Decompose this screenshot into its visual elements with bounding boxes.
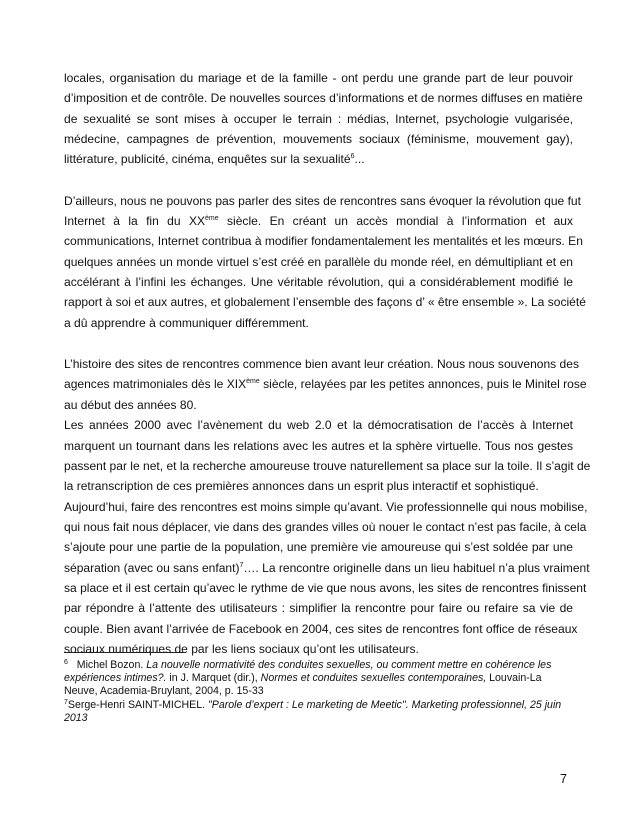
- text-line: par répondre à l’attente des utilisateurs : simplifier la rencontre pour faire ou refaire sa vie de: [64, 601, 573, 616]
- text-line: sa place et il est certain qu’avec le rythme de vie que nous avons, les sites de rencontres finissent: [64, 580, 587, 595]
- footnote-6-cont: expériences intimes?. in J. Marquet (dir.), Normes et conduites sexuelles contemporaines, Louvain-La: [64, 672, 542, 685]
- paragraph: [64, 497, 590, 660]
- text-line: Les années 2000 avec l’avènement du web 2.0 et la démocratisation de l’accès à Internet: [64, 418, 573, 433]
- text-line: passent par le net, et la recherche amoureuse trouve naturellement sa place sur la toile. Il s’agit de: [64, 458, 591, 473]
- text-line: quelques années un monde virtuel s’est créé en parallèle du monde réel, en démultipliant et en: [64, 254, 573, 269]
- footnote-6-cont: Neuve, Academia-Bruylant, 2004, p. 15-33: [64, 685, 264, 698]
- text-line: accélérant à l’infini les échanges. Une véritable révolution, qui a considérablement modifié le: [64, 275, 573, 290]
- text-line: médecine, campagnes de prévention, mouvements sociaux (féminisme, mouvement gay),: [64, 132, 573, 147]
- text-line: communications, Internet contribua à modifier fondamentalement les mentalités et les mœurs. En: [64, 234, 583, 249]
- superscript: ème: [205, 215, 219, 223]
- footnote-7-cont: 2013: [64, 711, 88, 724]
- text-line: Aujourd’hui, faire des rencontres est moins simple qu’avant. Vie professionnelle qui nous mobilise,: [64, 499, 588, 514]
- text-line: marquent un tournant dans les relations avec les autres et la sphère virtuelle. Tous nos gestes: [64, 438, 573, 453]
- footnote-ref[interactable]: 6: [350, 153, 355, 161]
- text-line: s’ajoute pour une partie de la population, une première vie amoureuse qui s’est soldée par une: [64, 540, 573, 555]
- footnotes: [64, 659, 576, 725]
- footnote-ref[interactable]: 7: [239, 561, 244, 569]
- footnote-number: 7: [64, 698, 68, 706]
- text-line: a dû apprendre à communiquer différemment.: [64, 315, 309, 330]
- text-line: d’imposition et de contrôle. De nouvelles sources d’informations et de normes diffuses en matière: [64, 91, 583, 106]
- text-line: sociaux numériques de par les liens sociaux qu’ont les utilisateurs.: [64, 641, 419, 656]
- paragraph: [64, 191, 586, 333]
- superscript: ème: [246, 378, 260, 386]
- footnote-separator: [64, 652, 186, 653]
- text-line: couple. Bien avant l’arrivée de Facebook en 2004, ces sites de rencontres font office de réseaux: [64, 621, 578, 636]
- footnote-7: $^7$Serge-Henri SAINT-MICHEL. "Parole d’expert : Le marketing de Meetic". Marketing professionnel, 25 juin: [64, 698, 562, 711]
- text-line: L’histoire des sites de rencontres commence bien avant leur création. Nous nous souvenons des: [64, 357, 579, 372]
- footnote-number: 6: [64, 659, 68, 666]
- footnote-6: $^6$ Michel Bozon. La nouvelle normativité des conduites sexuelles, ou comment mettre en cohérence les: [64, 659, 552, 671]
- text-line: littérature, publicité, cinéma, enquêtes sur la sexualité$^6$...: [64, 152, 365, 167]
- text-line: rapport à soi et aux autres, et globalement l’ensemble des façons d’ « être ensemble ». La société: [64, 295, 586, 310]
- body-text: [64, 68, 591, 659]
- text-line: agences matrimoniales dès le XIXème siècle, relayées par les petites annonces, puis le Minitel rose: [64, 377, 587, 392]
- text-line: D’ailleurs, nous ne pouvons pas parler des sites de rencontres sans évoquer la révolution que fut: [64, 193, 581, 208]
- paragraph: [64, 415, 591, 496]
- text-line: qui nous fait nous déplacer, vie dans des grandes villes où nouer le contact n’est pas facile, à cela: [64, 519, 587, 534]
- text-line: séparation (avec ou sans enfant)$^7$…. La rencontre originelle dans un lieu habituel n’a plus vraiment: [64, 560, 590, 575]
- text-line: locales, organisation du mariage et de la famille - ont perdu une grande part de leur pouvoir: [64, 71, 573, 85]
- paragraph: [64, 68, 583, 170]
- text-line: au début des années 80.: [64, 397, 197, 412]
- text-line: de sexualité se sont mises à occuper le terrain : médias, Internet, psychologie vulgarisée,: [64, 111, 573, 126]
- text-line: Internet à la fin du XXème siècle. En créant un accès mondial à l’information et aux: [64, 214, 573, 229]
- text-line: la retranscription de ces premières annonces dans un esprit plus interactif et sophistiqué.: [64, 479, 539, 494]
- paragraph: [64, 354, 587, 415]
- page-number: 7: [560, 772, 567, 786]
